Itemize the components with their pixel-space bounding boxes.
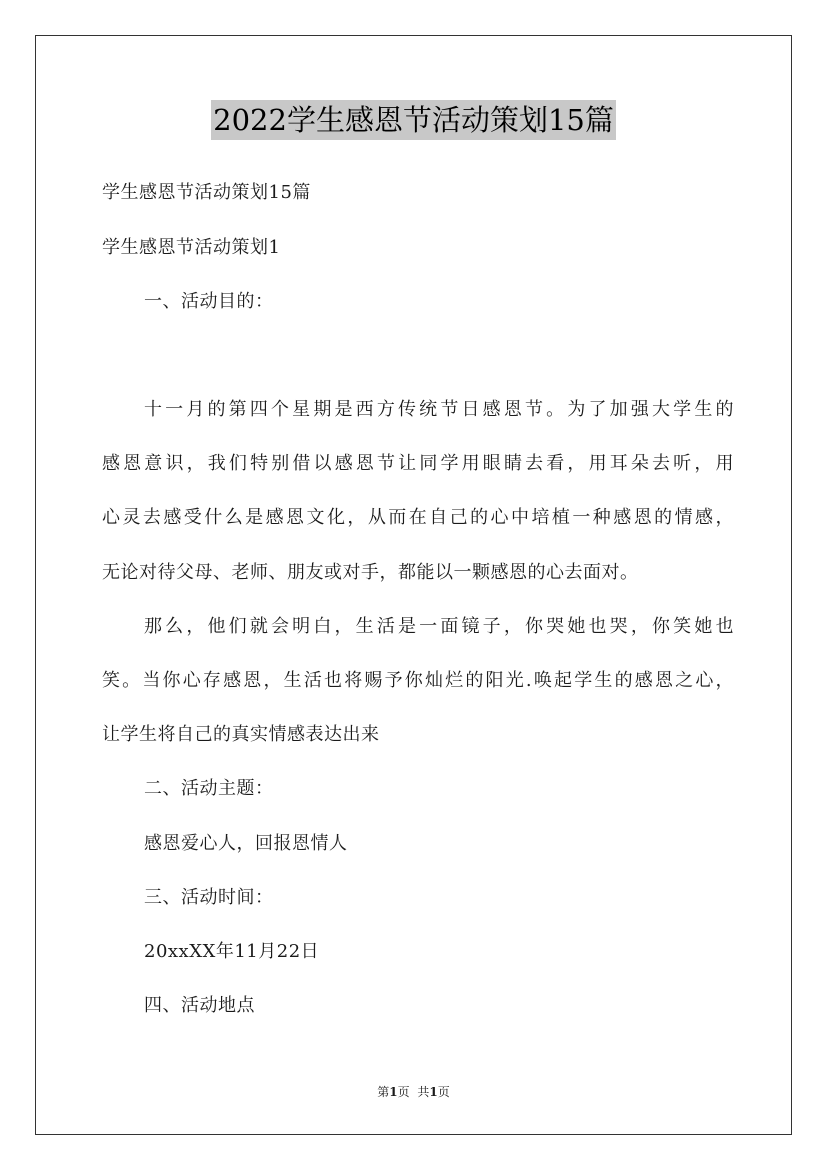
heading-activity-location: 四、活动地点 xyxy=(144,995,255,1016)
footer-page-suffix: 页 xyxy=(397,1085,410,1099)
page-footer xyxy=(0,1084,827,1100)
paragraph-2-line-1: 那么，他们就会明白，生活是一面镜子，你哭她也哭，你笑她也 xyxy=(144,616,734,637)
heading-activity-time: 三、活动时间： xyxy=(144,887,274,908)
footer-total-suffix: 页 xyxy=(437,1085,450,1099)
paragraph-1-line-4: 无论对待父母、老师、朋友或对手，都能以一颗感恩的心去面对。 xyxy=(102,562,639,583)
activity-theme-text: 感恩爱心人，回报恩情人 xyxy=(144,833,348,854)
paragraph-2-line-3: 让学生将自己的真实情感表达出来 xyxy=(102,724,380,745)
document-title: 2022学生感恩节活动策划15篇 xyxy=(211,100,616,140)
footer-total-prefix: 共 xyxy=(417,1085,430,1099)
footer-page-number: 1 xyxy=(389,1085,398,1099)
footer-total-number: 1 xyxy=(429,1085,438,1099)
paragraph-1-line-1: 十一月的第四个星期是西方传统节日感恩节。为了加强大学生的 xyxy=(144,399,734,420)
heading-activity-purpose: 一、活动目的： xyxy=(144,291,274,312)
paragraph-2-line-2: 笑。当你心存感恩，生活也将赐予你灿烂的阳光.唤起学生的感恩之心， xyxy=(102,670,734,691)
paragraph-1-line-3: 心灵去感受什么是感恩文化，从而在自己的心中培植一种感恩的情感， xyxy=(102,507,734,528)
document-subtitle: 学生感恩节活动策划15篇 xyxy=(102,182,311,203)
activity-date: 20xxXX年11月22日 xyxy=(144,941,320,962)
title-container xyxy=(0,100,827,140)
paragraph-1-line-2: 感恩意识，我们特别借以感恩节让同学用眼睛去看，用耳朵去听，用 xyxy=(102,453,734,474)
footer-page-prefix: 第 xyxy=(377,1085,390,1099)
heading-activity-theme: 二、活动主题： xyxy=(144,778,274,799)
section-heading: 学生感恩节活动策划1 xyxy=(102,237,281,258)
